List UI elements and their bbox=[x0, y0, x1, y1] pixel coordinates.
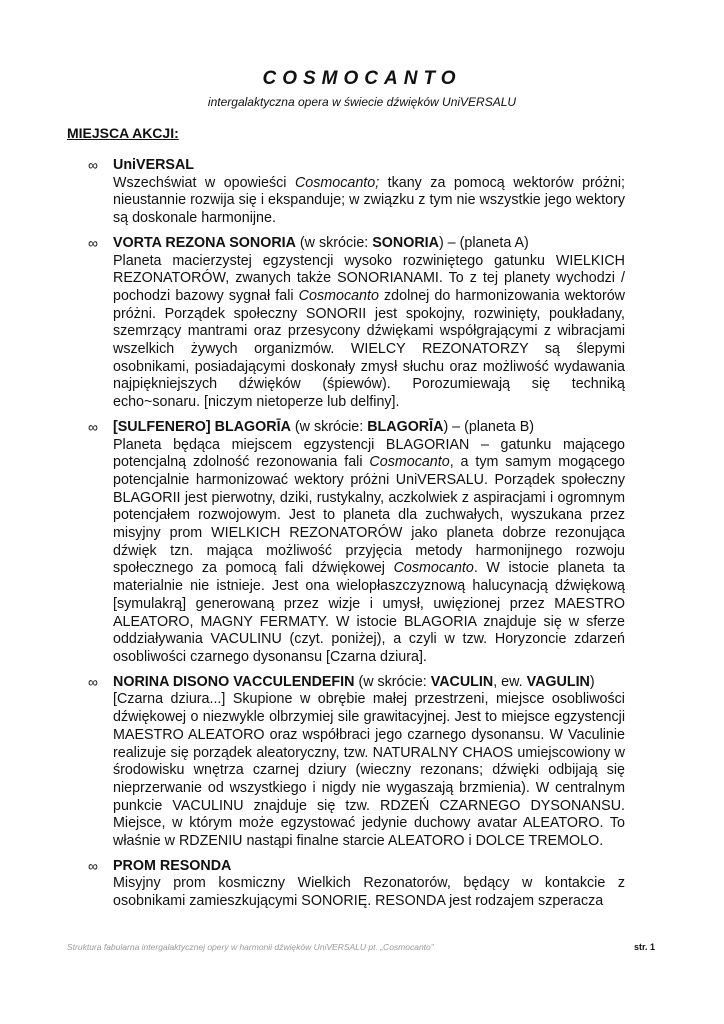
item-extra: (w skrócie: BLAGORĪA) – (planeta B) bbox=[290, 418, 535, 435]
item-name: UniVERSAL bbox=[113, 157, 195, 173]
item-name: PROM RESONDA bbox=[113, 857, 232, 874]
item-description: [Czarna dziura...] Skupione w obrębie małej przestrzeni, miejsce osobliwości dźwiękowej o niezwykle olbrzymiej sile grawitacyjnej. Jest to miejsce egzystencji MAESTRO ALEATORO oraz współbraci jego czarnego dysonansu. W Vaculinie realizuje się porządek aleatoryczny, tzw. NATURALNY CHAOS umiejscowiony w środowisku wnętrza czarnej dziury (wieczny rezonans; dźwięki odbijają się nieprzerwanie od wszystkiego i nigdy nie wygaszają brzmienia). W centralnym punkcie VACULINU znajduje się tzw. RDZEŃ CZARNEGO DYSONANSU. Miejsce, w którym może egzystować jedynie duchowy avatar ALEATORO. To właśnie w RDZENIU nastąpi finalne starcie ALEATORO i DOLCE TREMOLO. bbox=[113, 691, 625, 850]
item-description: Planeta macierzystej egzystencji wysoko rozwiniętego gatunku WIELKICH REZONATORÓW, zwanych także SONORIANAMI. To z tej planety wychodzi / pochodzi bazowy sygnał fali Cosmocanto zdolnej do harmonizowania wektorów próżni. Porządek społeczny SONORII jest spokojny, rozwinięty, poukładany, szemrzący mantrami oraz przesycony dźwiękami współgrającymi z wibracjami wszelkich żywych organizmów. WIELCY REZONATORZY są ślepymi osobnikami, posiadającymi doskonały zmysł słuchu oraz możliwość wydawania najpiękniejszych dźwięków (śpiewów). Porozumiewają się techniką echo~sonaru. [niczym nietoperze lub delfiny]. bbox=[113, 252, 625, 411]
list-item bbox=[88, 858, 625, 911]
item-heading bbox=[113, 157, 625, 175]
infinity-bullet-icon: ∞ bbox=[88, 418, 98, 435]
section-heading: MIEJSCA AKCJI: bbox=[67, 125, 179, 141]
list-item bbox=[88, 235, 625, 412]
item-heading bbox=[113, 858, 625, 876]
item-heading bbox=[113, 674, 625, 692]
item-heading bbox=[113, 235, 625, 253]
page-footer: Struktura fabularna intergalaktycznej opery w harmonii dźwięków UniVERSALU pt. „Cosmocanto” bbox=[67, 942, 434, 952]
item-description: Wszechświat w opowieści Cosmocanto; tkany za pomocą wektorów próżni; nieustannie rozwija się i ekspanduje; w związku z tym nie wszystkie jego wektory są doskonale harmonijne. bbox=[113, 174, 625, 227]
item-name: [SULFENERO] BLAGORĪA bbox=[113, 418, 291, 435]
list-item bbox=[88, 674, 625, 851]
item-name: VORTA REZONA SONORIA bbox=[113, 234, 296, 251]
infinity-bullet-icon: ∞ bbox=[88, 673, 98, 690]
item-name: NORINA DISONO VACCULENDEFIN bbox=[113, 673, 355, 690]
document-subtitle: intergalaktyczna opera w świecie dźwięków UniVERSALU bbox=[207, 95, 517, 109]
item-heading bbox=[113, 419, 625, 437]
locations-list bbox=[88, 157, 625, 918]
list-item bbox=[88, 157, 625, 228]
item-extra: (w skrócie: VACULIN, ew. VAGULIN) bbox=[354, 673, 595, 690]
item-description: Misyjny prom kosmiczny Wielkich Rezonatorów, będący w kontakcie z osobnikami zamieszkującymi SONORIĘ. RESONDA jest rodzajem szperacza bbox=[113, 875, 625, 910]
page-number: str. 1 bbox=[633, 942, 655, 952]
item-extra: (w skrócie: SONORIA) – (planeta A) bbox=[295, 234, 529, 251]
item-description: Planeta będąca miejscem egzystencji BLAGORIAN – gatunku mającego potencjalną zdolność rezonowania fali Cosmocanto, a tym samym mogącego potencjalnie harmonizować wektory próżni UniVERSALU. Porządek społeczny BLAGORII jest pierwotny, dziki, rustykalny, aczkolwiek z aspiracjami i ogromnym potencjałem rozwojowym. Jest to planeta dla zuchwałych, wyszukana przez misyjny prom WIELKICH REZONATORÓW jako planeta dobrze rezonująca dźwięk tzn. mająca możliwość przyjęcia metody harmonijnego rozwoju społecznego za pomocą fali dźwiękowej Cosmocanto. W istocie planeta ta materialnie nie istnieje. Jest ona wielopłaszczyznową halucynacją dźwiękową [symulakrą] generowaną przez wizje i umysł, uwięzionej przez MAESTRO ALEATORO, MAGNY FERMATY. W istocie BLAGORIA znajduje się w sferze oddziaływania VACULINU (czyt. poniżej), a czyli w tzw. Horyzoncie zdarzeń osobliwości czarnego dysonansu [Czarna dziura]. bbox=[113, 436, 625, 665]
list-item bbox=[88, 419, 625, 667]
infinity-bullet-icon: ∞ bbox=[88, 857, 98, 874]
infinity-bullet-icon: ∞ bbox=[88, 157, 98, 173]
document-title: COSMOCANTO bbox=[262, 68, 462, 89]
infinity-bullet-icon: ∞ bbox=[88, 234, 98, 251]
